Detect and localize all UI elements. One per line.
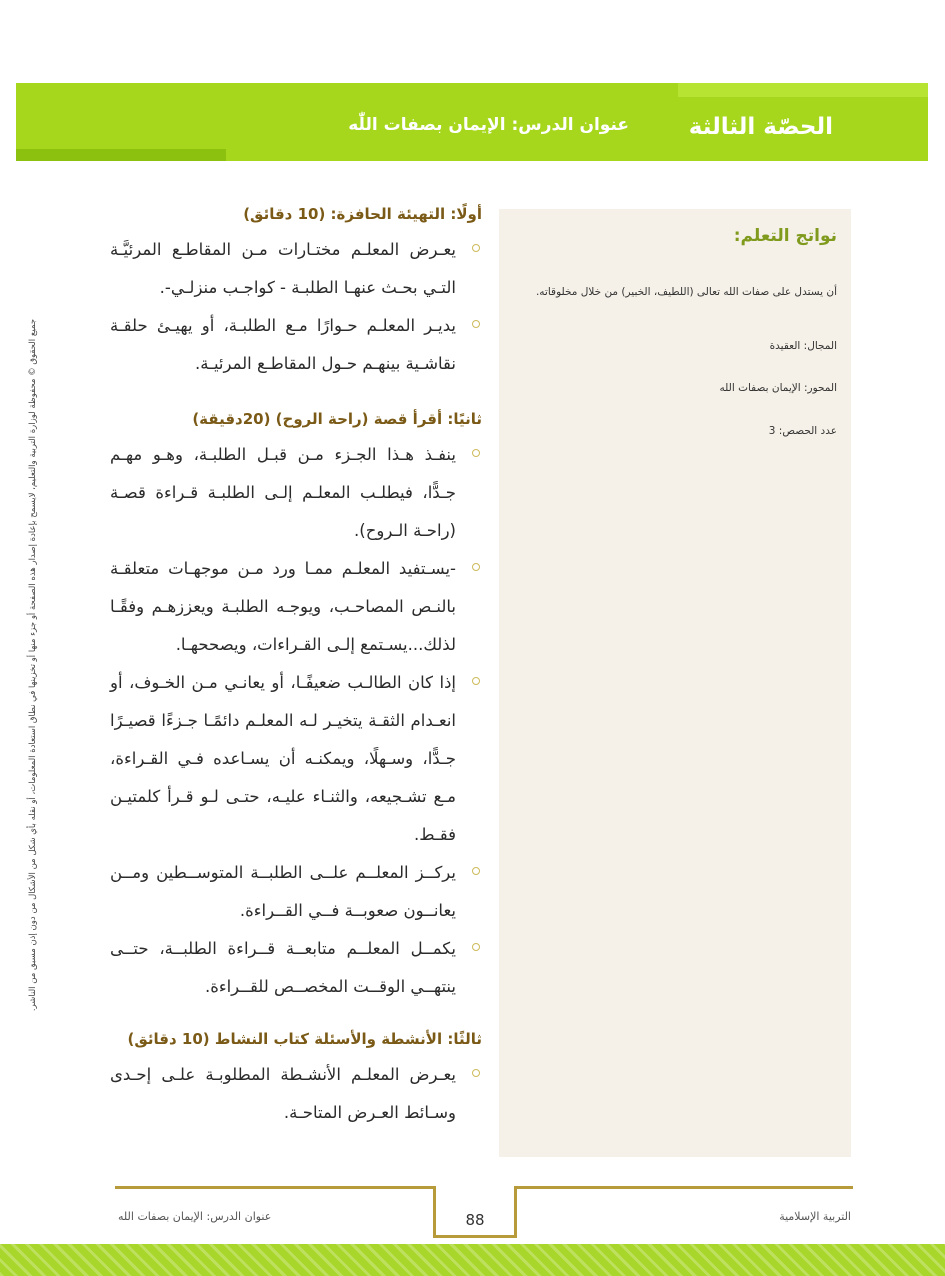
list-item (110, 664, 482, 854)
list-item (110, 436, 482, 550)
bullet-icon (472, 1069, 480, 1077)
bullet-icon (472, 244, 480, 252)
bullet-list (110, 1056, 482, 1132)
sessions-count: عدد الحصص: 3 (768, 425, 837, 437)
bullet-icon (472, 867, 480, 875)
section-label: ثالثًا: (447, 1030, 482, 1048)
list-item (110, 550, 482, 664)
bullet-icon (472, 320, 480, 328)
bullet-list (110, 231, 482, 383)
list-item-text: يعـرض المعلـم الأنشـطة المطلوبـة علـى إحـدى وسـائط العـرض المتاحـة. (110, 1065, 456, 1122)
list-item-text: يركــز المعلــم علــى الطلبــة المتوســطين ومــن يعانــون صعوبــة فــي القــراءة. (110, 863, 456, 920)
list-item (110, 854, 482, 930)
domain-text: المجال: العقيدة (769, 340, 837, 352)
outcome-text: أن يستدل على صفات الله تعالى (اللطيف، الخبير) من خلال مخلوقاته. (535, 286, 837, 298)
lesson-procedure (110, 205, 482, 1132)
footer-lesson-label: عنوان الدرس: الإيمان بصفات الله (118, 1210, 272, 1223)
axis-text: المحور: الإيمان بصفات الله (719, 382, 837, 394)
list-item (110, 307, 482, 383)
section-title: أقرأ قصة (راحة الروح) (20دقيقة) (192, 410, 448, 428)
session-title: الحصّة الثالثة (688, 114, 833, 140)
section-heading (110, 205, 482, 223)
bullet-icon (472, 449, 480, 457)
list-item-text: يعـرض المعلـم مختـارات مـن المقاطـع المرئيَّـة التـي بحـث عنهـا الطلبـة - كواجـب منزلـي-. (110, 240, 456, 297)
bullet-icon (472, 563, 480, 571)
bullet-list (110, 436, 482, 1006)
lesson-title: عنوان الدرس: الإيمان بصفات اللّٰه (348, 115, 629, 135)
section-heading (110, 410, 482, 428)
list-item (110, 1056, 482, 1132)
list-item-text: يديـر المعلـم حـوارًا مـع الطلبـة، أو يهيـئ حلقـة نقاشـية بينهـم حـول المقاطـع المرئيـة. (110, 316, 456, 373)
list-item-text: -يسـتفيد المعلـم ممـا ورد مـن موجهـات متعلقـة بالنـص المصاحـب، ويوجـه الطلبـة ويعززهـم وفقًـا لذلك...يسـتمع إلـى القـراءات، ويصححهـا. (110, 559, 456, 654)
header-tab-decoration (678, 83, 928, 97)
list-item (110, 231, 482, 307)
list-item-text: ينفـذ هـذا الجـزء مـن قبـل الطلبـة، وهـو مهـم جـدًّا، فيطلـب المعلـم إلـى الطلبـة قـراءة قصـة (راحـة الـروح). (110, 445, 456, 540)
section-title: الأنشطة والأسئلة كتاب النشاط (10 دقائق) (127, 1030, 448, 1048)
page-number: 88 (465, 1211, 485, 1229)
bullet-icon (472, 943, 480, 951)
header-tab-decoration-lower (16, 149, 226, 161)
decorative-bottom-strip (0, 1244, 945, 1276)
bullet-icon (472, 677, 480, 685)
list-item (110, 930, 482, 1006)
section-heading (110, 1030, 482, 1048)
outcomes-heading: نواتج التعلم: (733, 226, 837, 246)
copyright-notice: جميع الحقوق © محفوظة لوزارة التربية والتعليم، لايسمح بإعادة إصدار هذه الصفحة أو جزء منها أو تخزينها في نطاق استعادة المعلومات، أو نقله بأي شكل من الأشكال من دون إذن مسبق من الناشر. (28, 318, 38, 1012)
section-title: التهيئة الحافزة: (10 دقائق) (243, 205, 451, 223)
list-item-text: يكمــل المعلــم متابعــة قــراءة الطلبــة، حتــى ينتهــي الوقــت المخصــص للقــراءة. (110, 939, 456, 996)
section-label: أولًا: (450, 205, 482, 223)
list-item-text: إذا كان الطالـب ضعيفًـا، أو يعانـي مـن الخـوف، أو انعـدام الثقـة يتخيـر لـه المعلـم دائمًـا جـزءًا قصيـرًا جـدًّا، وسـهلًا، ويمكنـه أن يسـاعده فـي القـراءة، مـع تشـجيعه، والثنـاء عليـه، حتـى لـو قـرأ كلمتيـن فقـط. (110, 673, 456, 844)
section-label: ثانيًا: (447, 410, 482, 428)
footer-subject: التربية الإسلامية (779, 1210, 851, 1223)
